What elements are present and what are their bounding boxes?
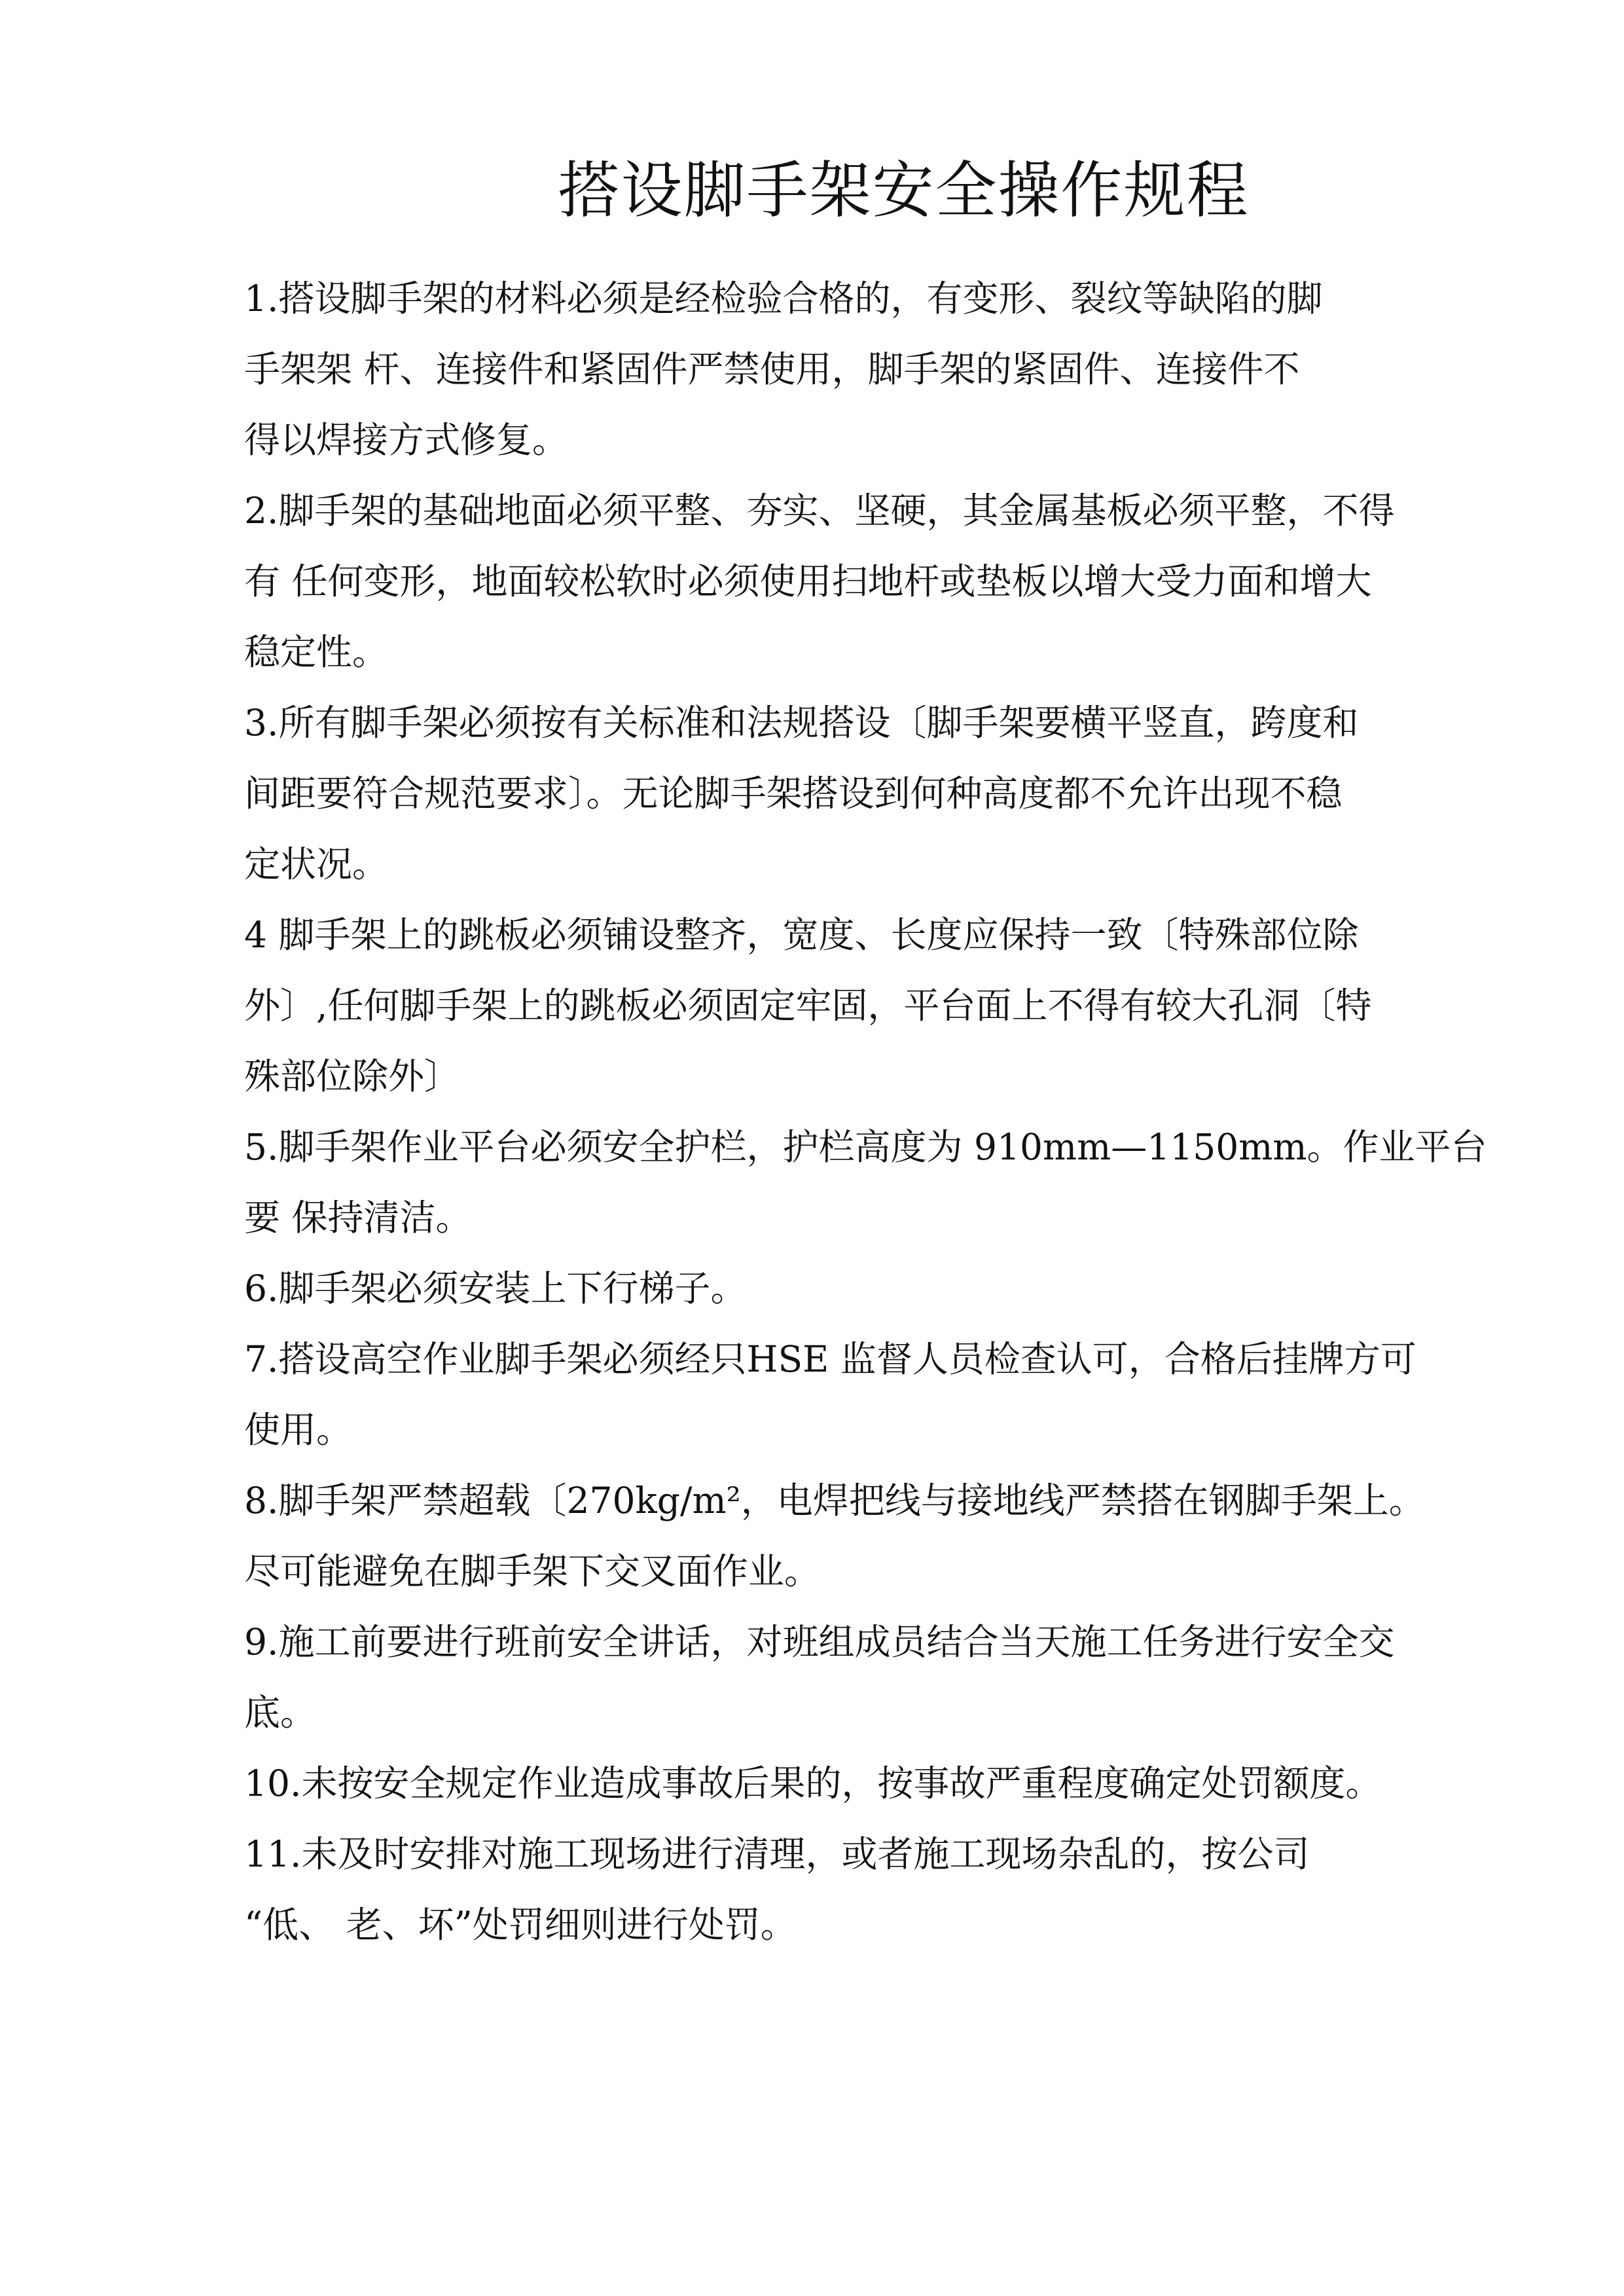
text-line: 间距要符合规范要求〕。无论脚手架搭设到何种高度都不允许出现不稳 bbox=[244, 773, 1343, 814]
text-line: 稳定性。 bbox=[244, 631, 389, 673]
text-line: 11.未及时安排对施工现场进行清理，或者施工现场杂乱的，按公司 bbox=[244, 1833, 1310, 1875]
text-line: 1.搭设脚手架的材料必须是经检验合格的，有变形、裂纹等缺陷的脚 bbox=[244, 278, 1323, 319]
text-line: 3.所有脚手架必须按有关标准和法规搭设〔脚手架要横平竖直，跨度和 bbox=[244, 702, 1359, 744]
text-line: 5.脚手架作业平台必须安全护栏，护栏高度为 910mm—1150mm。作业平台 bbox=[244, 1126, 1487, 1168]
text-line: 10.未按安全规定作业造成事故后果的，按事故严重程度确定处罚额度。 bbox=[244, 1762, 1382, 1804]
text-line: 6.脚手架必须安装上下行梯子。 bbox=[244, 1267, 747, 1309]
text-line: 2.脚手架的基础地面必须平整、夯实、坚硬，其金属基板必须平整，不得 bbox=[244, 490, 1395, 532]
text-line: 4 脚手架上的跳板必须铺设整齐，宽度、长度应保持一致〔特殊部位除 bbox=[244, 914, 1359, 956]
text-line: 使用。 bbox=[244, 1409, 353, 1451]
document-body bbox=[244, 263, 1487, 1960]
text-line: 外〕,任何脚手架上的跳板必须固定牢固，平台面上不得有较大孔洞〔特 bbox=[244, 985, 1372, 1027]
document-title: 搭设脚手架安全操作规程 bbox=[558, 155, 1250, 227]
text-line: 9.施工前要进行班前安全讲话，对班组成员结合当天施工任务进行安全交 bbox=[244, 1621, 1395, 1663]
text-line: 殊部位除外〕 bbox=[244, 1055, 461, 1097]
text-line: 7.搭设高空作业脚手架必须经只HSE 监督人员检查认可，合格后挂牌方可 bbox=[244, 1338, 1416, 1380]
text-line: 8.脚手架严禁超载〔270kg/m²，电焊把线与接地线严禁搭在钢脚手架上。 bbox=[244, 1480, 1425, 1522]
text-line: 手架架 杆、连接件和紧固件严禁使用，脚手架的紧固件、连接件不 bbox=[244, 348, 1300, 390]
text-line: 尽可能避免在脚手架下交叉面作业。 bbox=[244, 1550, 821, 1592]
text-line: 定状况。 bbox=[244, 843, 389, 885]
text-line: 底。 bbox=[244, 1692, 317, 1734]
text-line: 要 保持清洁。 bbox=[244, 1197, 472, 1239]
text-line: “低、 老、坏”处罚细则进行处罚。 bbox=[244, 1904, 797, 1946]
text-line: 得以焊接方式修复。 bbox=[244, 419, 569, 461]
text-line: 有 任何变形，地面较松软时必须使用扫地杆或垫板以增大受力面和增大 bbox=[244, 560, 1372, 602]
